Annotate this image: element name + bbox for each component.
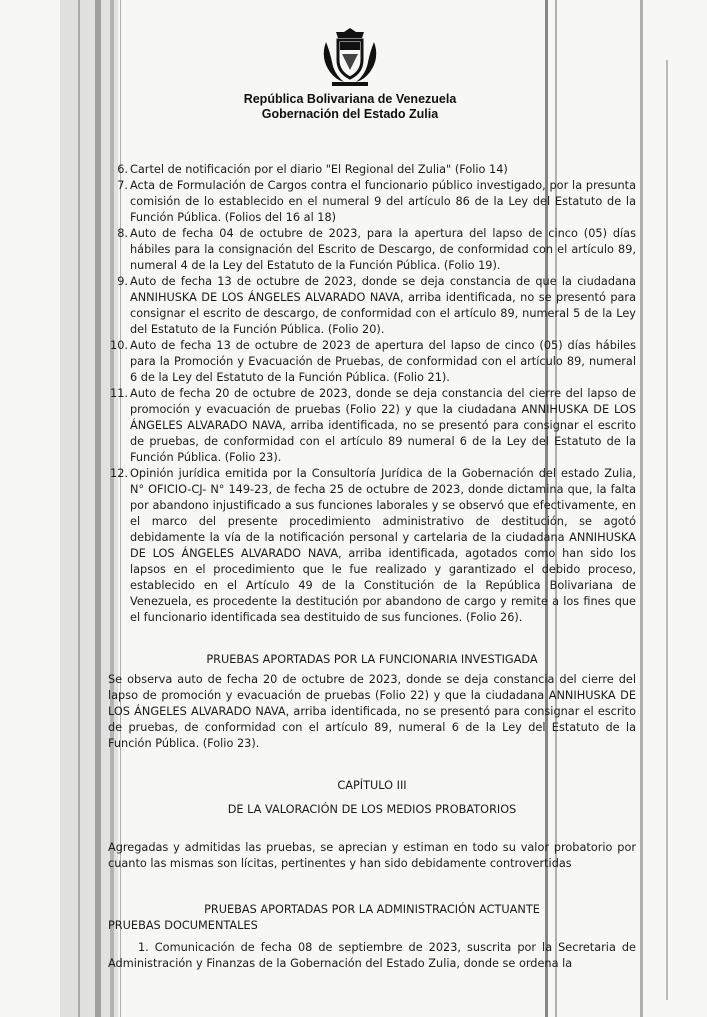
documentary-item-number: 1. <box>138 941 149 954</box>
list-item-number: 6. <box>117 163 128 176</box>
list-item <box>108 162 636 178</box>
documentary-item-text: Comunicación de fecha 08 de septiembre de 2023, suscrita por la Secretaria de Administración y Finanzas de la Gobernación del Estado Zulia, donde se ordena la <box>108 941 636 970</box>
list-item-text: Opinión jurídica emitida por la Consultoría Jurídica de la Gobernación del estado Zulia, N° OFICIO-CJ- N° 149-23, de fecha 25 de octubre de 2023, donde dictamina que, la falta por abandono injustificado a sus funciones laborales y se observó que efectivamente, en el marco del presente procedimiento administrativo de destitución, se agotó debidamente la vía de la notificación personal y cartelaria de la ciudadana ANNIHUSKA DE LOS ÁNGELES ALVARADO NAVA, arriba identificada, agotados como han sido los lapsos en el procedimiento que le fue realizado y garantizado el debido proceso, establecido en el Artículo 49 de la Constitución de la República Bolivariana de Venezuela, es procedente la destitución por abandono de cargo y remite a los fines que el funcionario identificada sea destituido de sus funciones. (Folio 26). <box>130 467 636 624</box>
list-item-number: 8. <box>117 227 128 240</box>
coat-of-arms-icon <box>318 22 382 92</box>
list-item <box>108 226 636 274</box>
list-item-number: 11. <box>110 387 128 400</box>
header-line-government: Gobernación del Estado Zulia <box>261 107 439 121</box>
list-item-number: 12. <box>110 467 128 480</box>
list-item <box>108 466 636 626</box>
scan-streak <box>78 0 80 1017</box>
scan-streak <box>95 0 101 1017</box>
scan-streak <box>640 0 643 1017</box>
list-item-text: Auto de fecha 04 de octubre de 2023, para la apertura del lapso de cinco (05) días hábiles para la consignación del Escrito de Descargo, de conformidad con el artículo 89, numeral 4 de la Ley del Estatuto de la Función Pública. (Folio 19). <box>130 227 636 272</box>
list-item-number: 9. <box>117 275 128 288</box>
list-item-text: Acta de Formulación de Cargos contra el funcionario público investigado, por la presunta comisión de lo establecido en el numeral 9 del artículo 86 de la Ley del Estatuto de la Función Pública. (Folios del 16 al 18) <box>130 179 636 224</box>
list-item <box>108 386 636 466</box>
list-item <box>108 338 636 386</box>
document-body <box>108 162 636 972</box>
list-item-number: 7. <box>117 179 128 192</box>
chapter-title: CAPÍTULO III <box>337 779 407 792</box>
list-item <box>108 178 636 226</box>
header-line-republic: República Bolivariana de Venezuela <box>243 92 457 106</box>
section-paragraph: Se observa auto de fecha 20 de octubre de 2023, donde se deja constancia del cierre del lapso de promoción y evacuación de pruebas (Folio 22) y que la ciudadana ANNIHUSKA DE LOS ÁNGELES ALVARADO NAVA, arriba identificada, no se presentó para consignar el escrito de pruebas, de conformidad con el artículo 89, numeral 6 de la Ley del Estatuto de la Función Pública. (Folio 23). <box>108 673 636 750</box>
list-item-text: Auto de fecha 20 de octubre de 2023, donde se deja constancia del cierre del lapso de promoción y evacuación de pruebas (Folio 22) y que la ciudadana ANNIHUSKA DE LOS ÁNGELES ALVARADO NAVA, arriba identificada, no se presentó para consignar el escrito de pruebas, de conformidad con el artículo 89 numeral 6 de la Ley del Estatuto de la Función Pública. (Folio 23). <box>130 387 636 464</box>
list-item-text: Auto de fecha 13 de octubre de 2023 de apertura del lapso de cinco (05) días hábiles para la Promoción y Evacuación de Pruebas, de conformidad con el artículo 89, numeral 6 de la Ley del Estatuto de la Función Pública. (Folio 21). <box>130 339 636 384</box>
chapter-subtitle: DE LA VALORACIÓN DE LOS MEDIOS PROBATORIOS <box>227 803 517 816</box>
chapter-paragraph: Agregadas y admitidas las pruebas, se aprecian y estiman en todo su valor probatorio por cuanto las mismas son lícitas, pertinentes y han sido debidamente controvertidas <box>108 841 636 870</box>
section-heading-administration-evidence: PRUEBAS APORTADAS POR LA ADMINISTRACIÓN ACTUANTE <box>204 903 540 916</box>
section-heading-investigated-evidence: PRUEBAS APORTADAS POR LA FUNCIONARIA INVESTIGADA <box>206 653 538 666</box>
section-subheading-documentary: PRUEBAS DOCUMENTALES <box>108 919 258 932</box>
list-item-text: Auto de fecha 13 de octubre de 2023, donde se deja constancia de que la ciudadana ANNIHUSKA DE LOS ÁNGELES ALVARADO NAVA, arriba identificada, no se presentó para consignar el escrito de descargo, de conformidad con el artículo 89, numeral 5 de la Ley del Estatuto de la Función Pública. (Folio 20). <box>130 275 636 336</box>
evidence-list <box>108 162 636 626</box>
list-item <box>108 274 636 338</box>
documentary-item <box>108 940 636 972</box>
scan-streak <box>666 60 668 1000</box>
list-item-number: 10. <box>110 339 128 352</box>
list-item-text: Cartel de notificación por el diario "El Regional del Zulia" (Folio 14) <box>130 163 508 176</box>
letterhead <box>200 22 500 122</box>
